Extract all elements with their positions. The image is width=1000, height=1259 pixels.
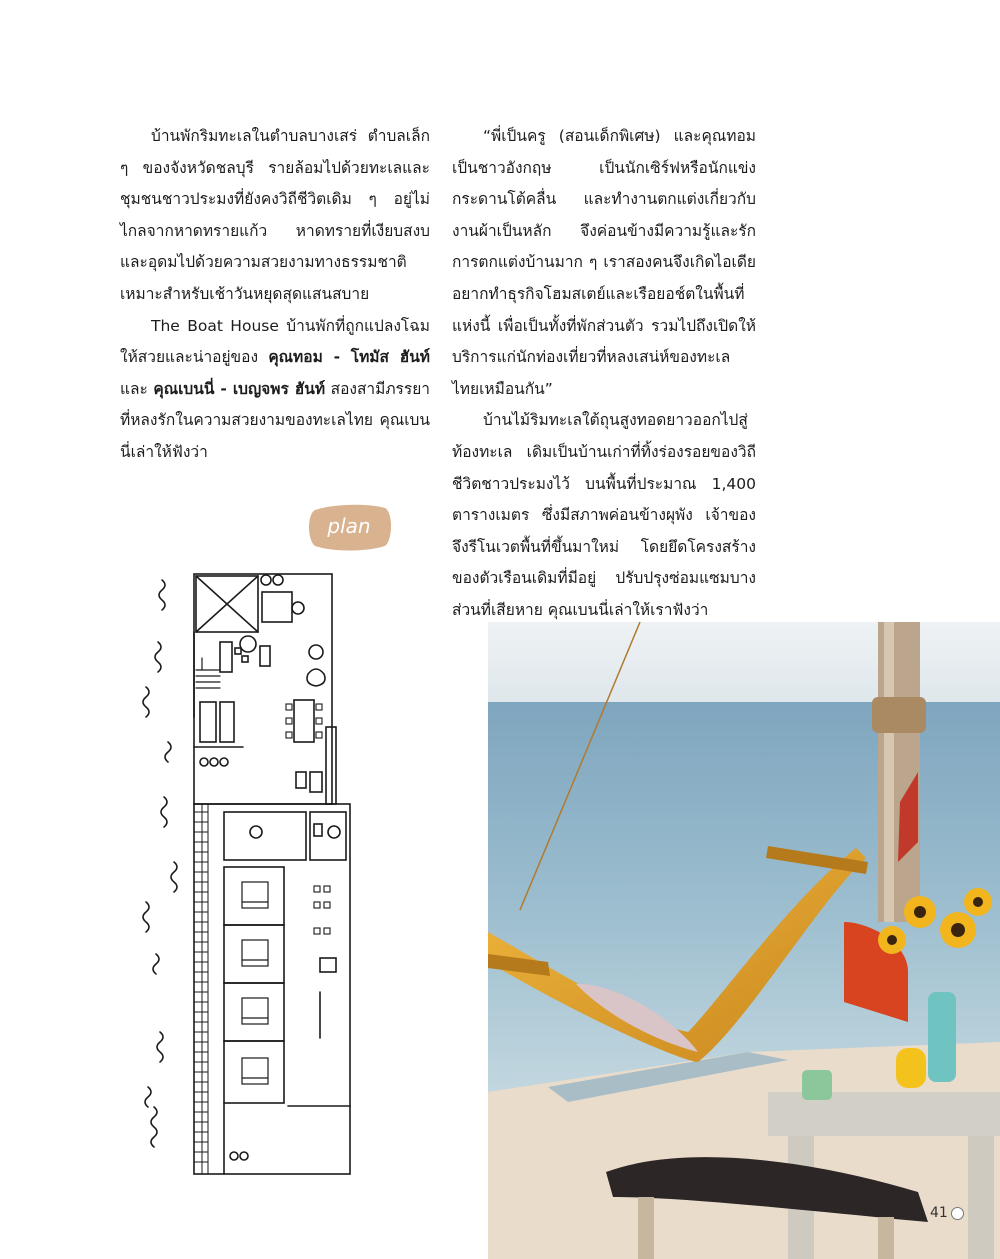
text-span: และ [120,379,154,398]
circle-icon [951,1207,964,1220]
text-span: The Boat House บ้านพักที่ถูกแปลงโฉมให้สวยและน่าอยู่ของ [120,316,430,367]
plan-label-tag [305,502,393,552]
floor-plan-drawing [138,562,358,1182]
wave-marks [143,580,177,1147]
plan-label: plan [327,514,371,538]
paragraph: บ้านพักริมทะเลในตำบลบางเสร่ ตำบลเล็ก ๆ ของจังหวัดชลบุรี รายล้อมไปด้วยทะเลและชุมชนชาวประมงที่ยังคงวิถีชีวิตเดิม ๆ อยู่ไม่ไกลจากหาดทรายแก้ว หาดทรายที่เงียบสงบและอุดมไปด้วยความสวยงามทางธรรมชาติ เหมาะสำหรับเช้าวันหยุดสุดแสนสบาย [120,127,430,303]
owner-name: คุณเบนนี่ - เบญจพร ฮันท์ [153,379,326,398]
page-number [930,1205,964,1221]
text-column-left [120,121,430,469]
page-number-text: 41 [930,1205,948,1221]
text-span: สองสามีภรรยาที่หลงรักในความสวยงามของทะเลไทย คุณเบนนี่เล่าให้ฟังว่า [120,379,430,461]
text-column-right [452,121,756,627]
hammock-sea-photo [488,622,1000,1259]
owner-name: คุณทอม - โทมัส ฮันท์ [268,348,431,367]
paragraph: บ้านไม้ริมทะเลใต้ถุนสูงทอดยาวออกไปสู่ท้องทะเล เดิมเป็นบ้านเก่าที่ทิ้งร่องรอยของวิถีชีวิตชาวประมงไว้ บนพื้นที่ประมาณ 1,400 ตารางเมตร ซึ่งมีสภาพค่อนข้างผุพัง เจ้าของจึงรีโนเวตพื้นที่ขึ้นมาใหม่ โดยยึดโครงสร้างของตัวเรือนเดิมที่มีอยู่ ปรับปรุงซ่อมแซมบางส่วนที่เสียหาย คุณเบนนี่เล่าให้เราฟังว่า [452,411,756,619]
paragraph: “พี่เป็นครู (สอนเด็กพิเศษ) และคุณทอมเป็นชาวอังกฤษ เป็นนักเซิร์ฟหรือนักแข่งกระดานโต้คลื่น และทำงานตกแต่งเกี่ยวกับงานผ้าเป็นหลัก จึงค่อนข้างมีความรู้และรักการตกแต่งบ้านมาก ๆ เราสองคนจึงเกิดไอเดียอยากทำธุรกิจโฮมสเตย์และเรือยอช์ตในพื้นที่แห่งนี้ เพื่อเป็นทั้งที่พักส่วนตัว รวมไปถึงเปิดให้บริการแก่นักท่องเที่ยวที่หลงเสน่ห์ของทะเลไทยเหมือนกัน” [452,127,756,398]
paragraph [120,311,430,469]
